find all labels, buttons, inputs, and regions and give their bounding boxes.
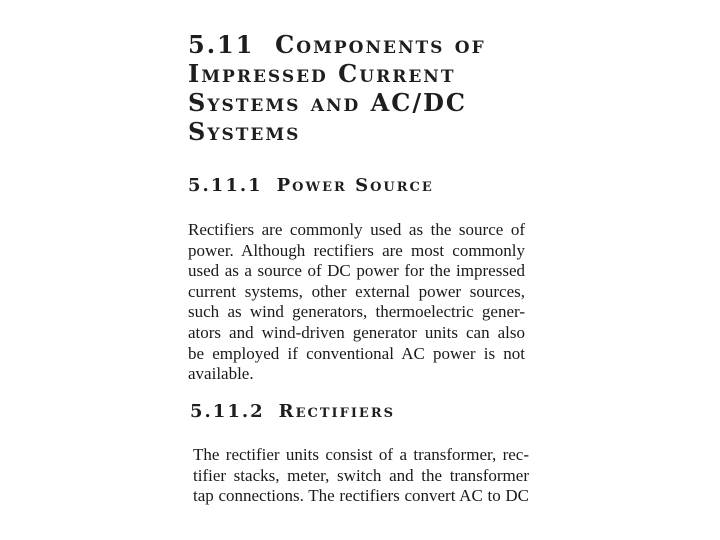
- section-heading-line-4: Systems: [188, 117, 301, 146]
- text-line: such as wind generators, thermoelectric gener-: [188, 302, 525, 322]
- subsection-title: Power Source: [276, 175, 434, 196]
- paragraph-rectifiers: [193, 445, 529, 507]
- text-line: current systems, other external power sources,: [188, 281, 525, 301]
- section-title-part-1: Components of: [275, 30, 486, 59]
- section-heading-line-1: [188, 30, 486, 59]
- text-line: be employed if conventional AC power is not: [188, 343, 525, 363]
- subsection-number: 5.11.1: [188, 175, 263, 196]
- subsection-heading-rectifiers: [190, 401, 395, 423]
- text-line: tifier stacks, meter, switch and the transformer: [193, 465, 529, 485]
- section-number: 5.11: [188, 30, 255, 59]
- section-heading: [188, 30, 486, 146]
- text-line: power. Although rectifiers are most commonly: [188, 240, 525, 260]
- text-line: Rectifiers are commonly used as the source of: [188, 220, 525, 239]
- text-line: tap connections. The rectifiers convert AC to DC: [193, 486, 529, 506]
- text-line: available.: [188, 364, 254, 384]
- subsection-title: Rectifiers: [278, 401, 396, 422]
- subsection-heading-power-source: [188, 175, 434, 197]
- subsection-number: 5.11.2: [190, 401, 265, 422]
- text-line: The rectifier units consist of a transformer, rec-: [193, 445, 529, 464]
- section-heading-line-2: Impressed Current: [188, 59, 456, 88]
- section-heading-line-3: Systems and AC/DC: [188, 88, 468, 117]
- text-line: ators and wind-driven generator units can also: [188, 322, 525, 342]
- paragraph-power-source: [188, 220, 525, 385]
- text-line: used as a source of DC power for the impressed: [188, 261, 525, 281]
